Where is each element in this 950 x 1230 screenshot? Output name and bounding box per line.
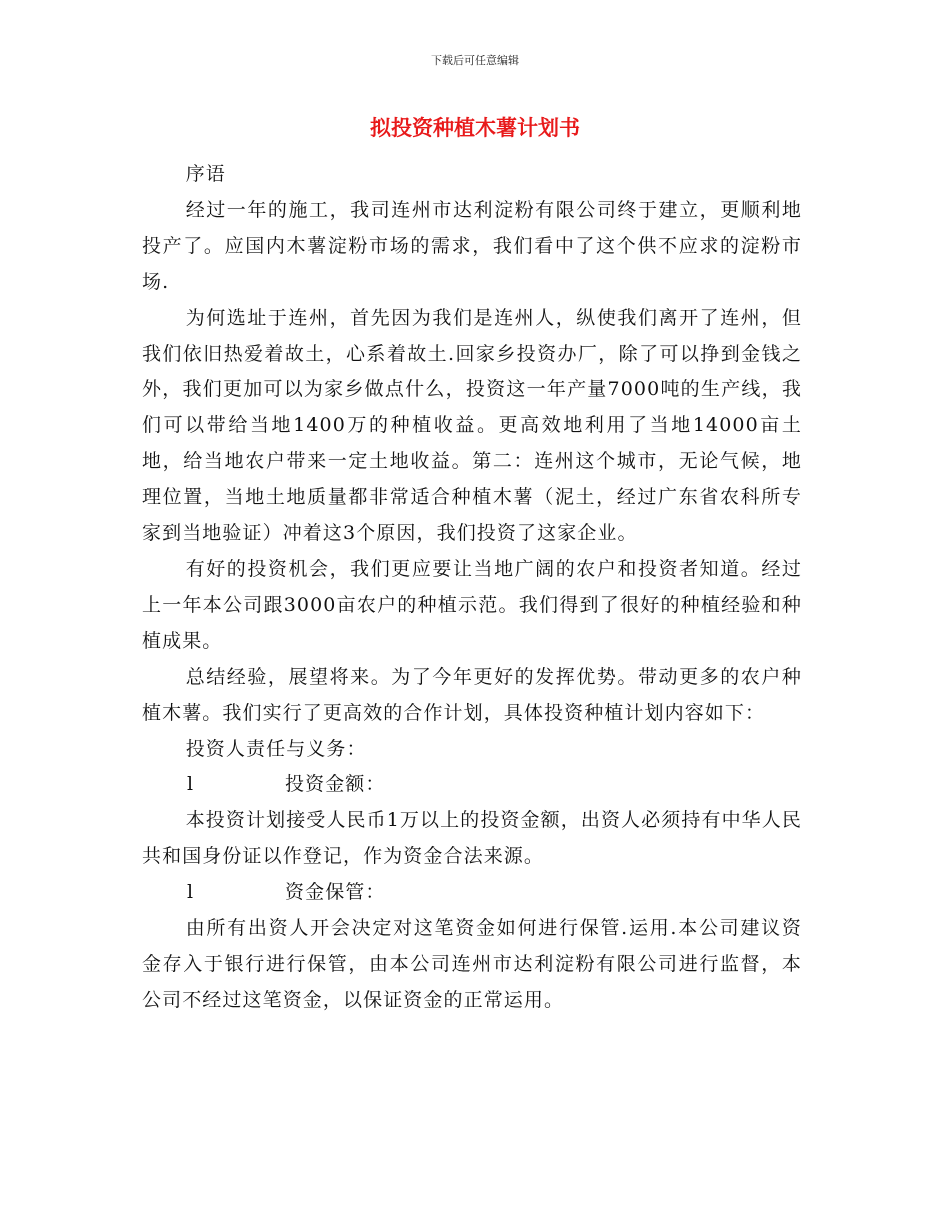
list-bullet: l bbox=[187, 773, 195, 796]
investor-heading: 投资人责任与义务： bbox=[185, 737, 367, 760]
paragraph-2: 为何选址于连州，首先因为我们是连州人，纵使我们离开了连州，但我们依旧热爱着故土，心系着故土.回家乡投资办厂，除了可以挣到金钱之外，我们更加可以为家乡做点什么，投资这一年产量7000吨的生产线，我们可以带给当地1400万的种植收益。更高效地利用了当地14000亩土地，给当地农户带来一定土地收益。第二：连州这个城市，无论气候，地理位置，当地土地质量都非常适合种植木薯（泥土，经过广东省农科所专家到当地验证）冲着这3个原因，我们投资了这家企业。 bbox=[142, 306, 802, 545]
fund-custody-text: 由所有出资人开会决定对这笔资金如何进行保管.运用.本公司建议资金存入于银行进行保管，由本公司连州市达利淀粉有限公司进行监督，本公司不经过这笔资金，以保证资金的正常运用。 bbox=[142, 917, 802, 1011]
document-body bbox=[142, 157, 802, 1019]
paragraph-1: 经过一年的施工，我司连州市达利淀粉有限公司终于建立，更顺利地投产了。应国内木薯淀粉市场的需求，我们看中了这个供不应求的淀粉市场. bbox=[142, 198, 802, 293]
list-item-label: 投资金额： bbox=[285, 773, 386, 796]
investment-amount-text: 本投资计划接受人民币1万以上的投资金额，出资人必须持有中华人民共和国身份证以作登记，作为资金合法来源。 bbox=[142, 809, 802, 868]
list-bullet: l bbox=[187, 881, 195, 904]
list-item-label: 资金保管： bbox=[285, 881, 386, 904]
list-item-fund-custody bbox=[142, 875, 802, 911]
list-item-investment-amount bbox=[142, 767, 802, 803]
page-header: 下载后可任意编辑 bbox=[431, 54, 519, 67]
preface-heading: 序语 bbox=[185, 163, 226, 185]
paragraph-4: 总结经验，展望将来。为了今年更好的发挥优势。带动更多的农户种植木薯。我们实行了更高效的合作计划，具体投资种植计划内容如下： bbox=[142, 665, 802, 724]
document-title: 拟投资种植木薯计划书 bbox=[370, 115, 580, 140]
paragraph-3: 有好的投资机会，我们更应要让当地广阔的农户和投资者知道。经过上一年本公司跟3000亩农户的种植示范。我们得到了很好的种植经验和种植成果。 bbox=[142, 557, 802, 652]
